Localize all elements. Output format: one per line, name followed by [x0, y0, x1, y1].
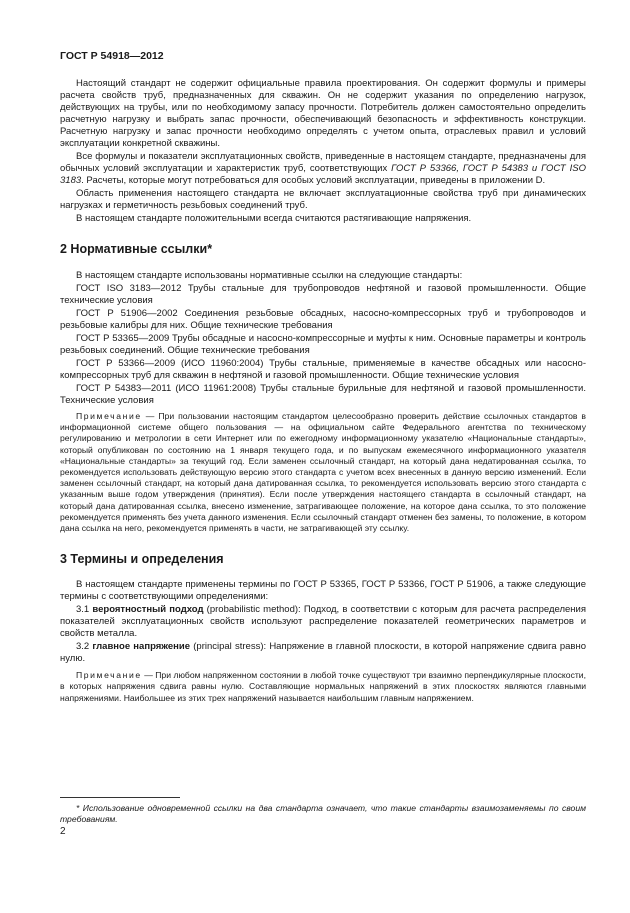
- term-entry: [60, 604, 586, 640]
- footnote-text: * Использование одновременной ссылки на два стандарта означает, что такие стандарты взаимозаменяемы по своим требованиям.: [60, 803, 586, 824]
- document-header: ГОСТ Р 54918—2012: [60, 50, 164, 62]
- paragraph: Настоящий стандарт не содержит официальные правила проектирования. Он содержит формулы и примеры расчета свойств труб, предназначенных для скважин. Он не содержит указания по определению нагрузок, действующих на трубы, или по необходимому запасу прочности. Потребитель должен самостоятельно определить расчетную нагрузку и выбрать запас прочности, обеспечивающий безопасность и эффективность конструкции. Расчетную нагрузку и запас прочности необходимо определять с учетом опыта, отраслевых правил и условий эксплуатации конкретной скважины.: [60, 78, 586, 149]
- paragraph: Область применения настоящего стандарта не включает эксплуатационные свойства труб при динамических нагрузках и герметичность резьбовых соединений труб.: [60, 188, 586, 211]
- note-text: — При пользовании настоящим стандартом целесообразно проверить действие ссылочных стандартов в информационной системе общего пользования — на официальном сайте Федерального агентства по техническому регулированию и метрологии в сети Интернет или по ежегодному информационному указателю «Национальные стандарты», который опубликован по состоянию на 1 января текущего года, и по выпускам ежемесячного информационного указателя «Национальные стандарты» за текущий год. Если заменен ссылочный стандарт, на который дана недатированная ссылка, то рекомендуется использовать действующую версию этого стандарта с учетом всех внесенных в данную версию изменений. Если заменен ссылочный стандарт, на который дана датированная ссылка, то рекомендуется использовать версию этого стандарта с указанным выше годом утверждения (принятия). Если после утверждения настоящего стандарта в ссылочный стандарт, на который дана датированная ссылка, внесено изменение, затрагивающее положение, на которое дана ссылка, то это положение рекомендуется применять без учета данного изменения. Если ссылочный стандарт отменен без замены, то положение, в котором дана ссылка на него, рекомендуется применять в части, не затрагивающей эту ссылку.: [60, 411, 586, 534]
- paragraph: В настоящем стандарте положительными всегда считаются растягивающие напряжения.: [76, 213, 472, 224]
- reference-item: ГОСТ Р 51906—2002 Соединения резьбовые обсадных, насосно-компрессорных труб и трубопроводов и резьбовые калибры для них. Общие технические требования: [60, 308, 586, 331]
- normative-references: [60, 270, 586, 534]
- section-note: [60, 411, 586, 534]
- section-title: 3 Термины и определения: [60, 552, 224, 567]
- term-entry: [60, 641, 586, 665]
- page-number: 2: [60, 826, 66, 837]
- standards-reference: ГОСТ Р 53366, ГОСТ Р 54383 и ГОСТ ISO 3183: [60, 163, 586, 186]
- footnote: [60, 803, 586, 825]
- term-name: вероятностный подход: [92, 604, 204, 616]
- term-definition: (principal stress): Напряжение в главной плоскости, в которой напряжение сдвига равно нулю.: [60, 641, 586, 665]
- reference-item: ГОСТ Р 54383—2011 (ИСО 11961:2008) Трубы стальные бурильные для нефтяной и газовой промышленности. Технические условия: [60, 383, 586, 406]
- section-note: [60, 670, 586, 704]
- reference-item: ГОСТ Р 53366—2009 (ИСО 11960:2004) Трубы стальные, применяемые в качестве обсадных или насосно-компрессорных труб для скважин в нефтяной и газовой промышленности. Общие технические условия: [60, 358, 586, 381]
- term-number: 3.1: [76, 604, 93, 616]
- note-text: — При любом напряженном состоянии в любой точке существуют три взаимно перпендикулярные плоскости, в которых напряжения сдвига равны нулю. Составляющие нормальных напряжений в этих плоскостях являются главными напряжениями. Наибольшее из этих трех напряжений называется наибольшим главным напряжением.: [60, 670, 586, 703]
- term-definition: (probabilistic method): Подход, в соответствии с которым для расчета распределения показателей эксплуатационных свойств используют распределение показателей геометрических параметров и свойств металла.: [60, 604, 586, 640]
- section-lead: В настоящем стандарте использованы нормативные ссылки на следующие стандарты:: [76, 270, 463, 281]
- terms-definitions: [60, 579, 586, 704]
- note-label: Примечание: [76, 670, 142, 681]
- term-name: главное напряжение: [92, 641, 191, 653]
- section-title: 2 Нормативные ссылки*: [60, 242, 213, 256]
- intro-block: [60, 78, 586, 225]
- page-body: [60, 78, 586, 704]
- paragraph: [60, 151, 586, 187]
- section-lead: В настоящем стандарте применены термины по ГОСТ Р 53365, ГОСТ Р 53366, ГОСТ Р 51906, а также следующие термины с соответствующими определениями:: [60, 579, 586, 603]
- paragraph-text: Все формулы и показатели эксплуатационных свойств, приведенные в настоящем стандарте, предназначены для обычных условий эксплуатации и характеристик труб, соответствующих: [60, 151, 586, 174]
- reference-item: ГОСТ Р 53365—2009 Трубы обсадные и насосно-компрессорные и муфты к ним. Основные параметры и контроль резьбовых соединений. Общие технические требования: [60, 333, 586, 356]
- reference-item: ГОСТ ISO 3183—2012 Трубы стальные для трубопроводов нефтяной и газовой промышленности. Общие технические условия: [60, 283, 586, 306]
- term-number: 3.2: [76, 641, 93, 653]
- paragraph-text: . Расчеты, которые могут потребоваться для особых условий эксплуатации, приведены в приложении D.: [81, 175, 546, 186]
- note-label: Примечание: [76, 411, 142, 421]
- footnote-divider: [60, 797, 180, 798]
